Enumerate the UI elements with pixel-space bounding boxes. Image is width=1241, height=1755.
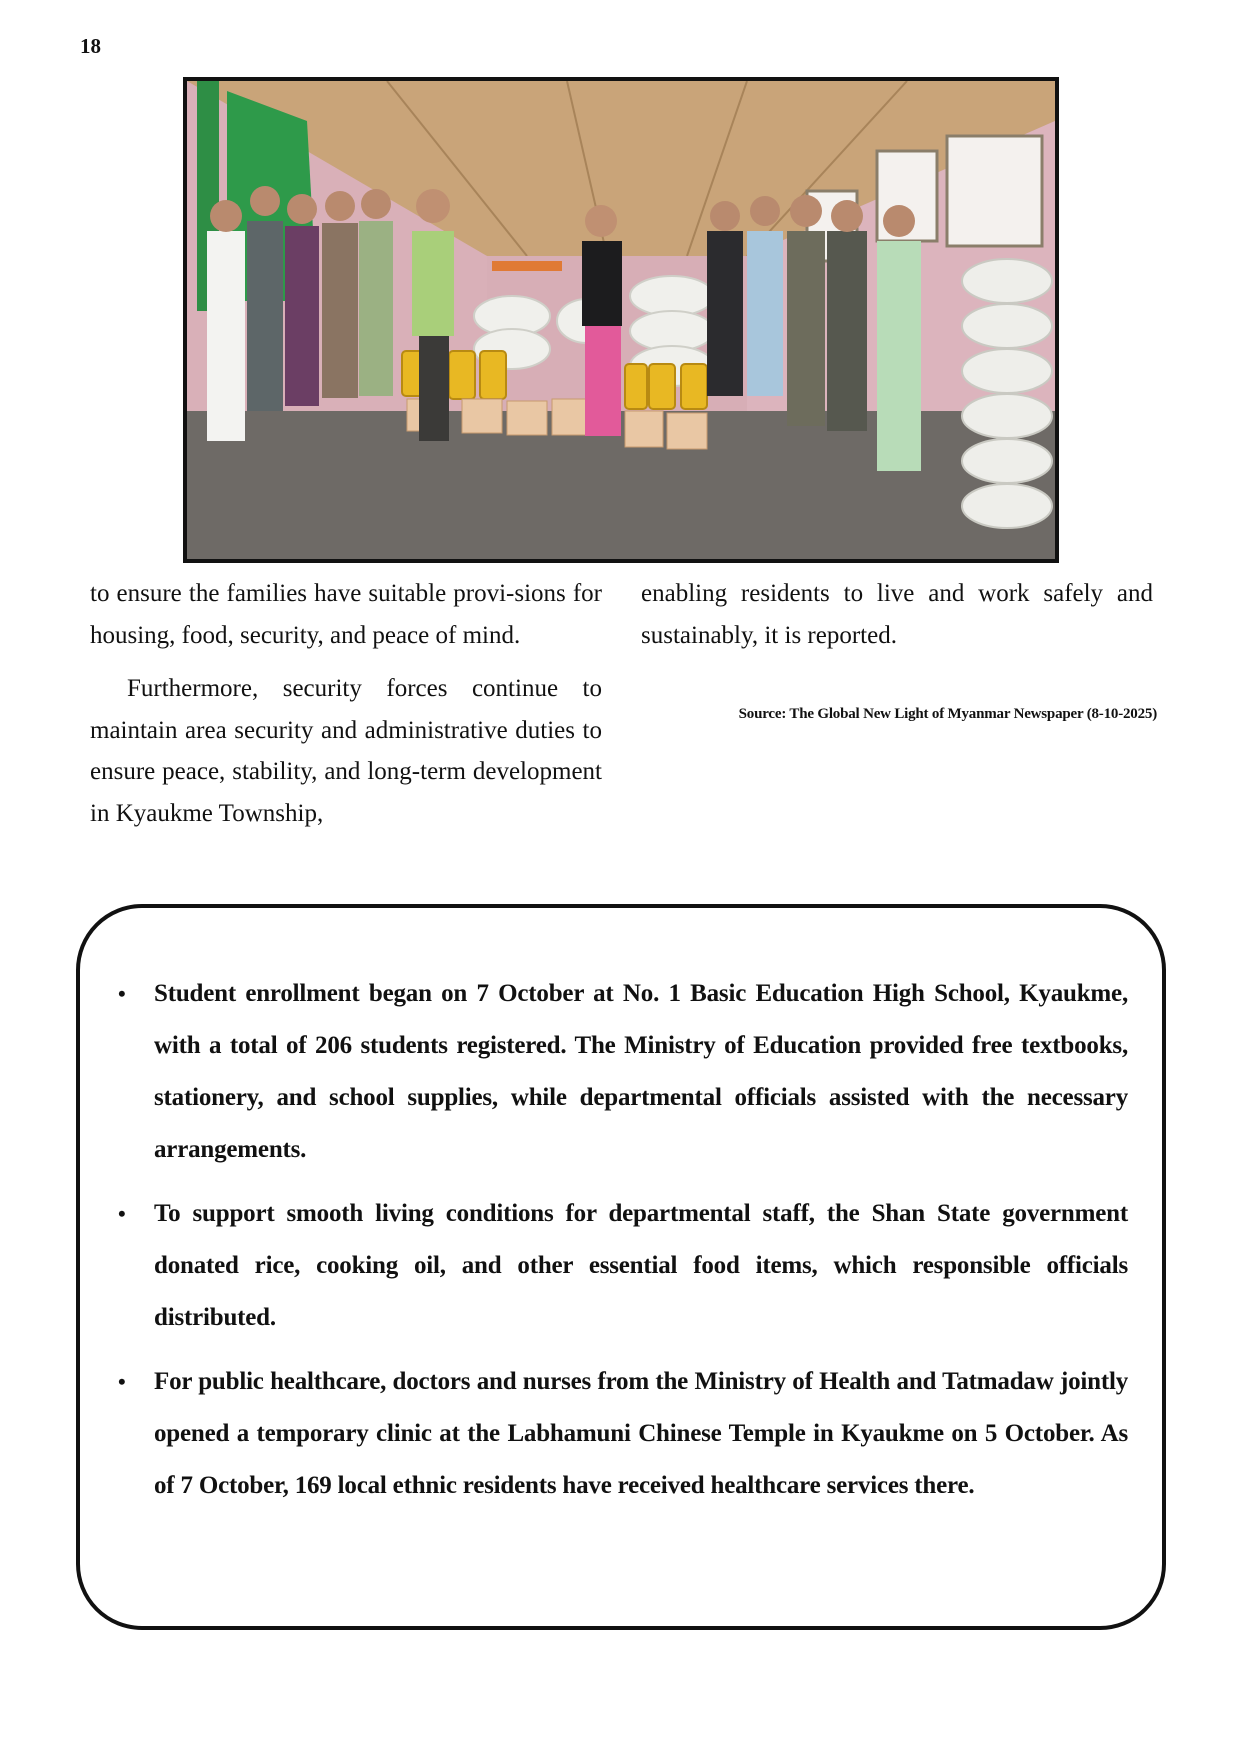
- highlights-list: [114, 968, 1128, 1524]
- list-item: [114, 1188, 1128, 1344]
- source-citation: Source: The Global New Light of Myanmar Newspaper (8-10-2025): [738, 706, 1157, 722]
- highlights-callout-box: [76, 904, 1166, 1630]
- article-right-column: [641, 573, 1153, 656]
- list-item-text: To support smooth living conditions for departmental staff, the Shan State government donated rice, cooking oil, and other essential food items, which responsible officials distributed.: [154, 1200, 1128, 1331]
- article-paragraph: to ensure the families have suitable provi-sions for housing, food, security, and peace of mind.: [90, 580, 602, 649]
- bullet-icon: •: [118, 1201, 126, 1226]
- list-item: [114, 1356, 1128, 1512]
- article-left-column: [90, 573, 602, 834]
- bullet-icon: •: [118, 1369, 126, 1394]
- article-paragraph: Furthermore, security forces continue to maintain area security and administrative duties to ensure peace, stability, and long-term development in Kyaukme Township,: [90, 675, 602, 827]
- donation-ceremony-illustration: [187, 81, 1055, 559]
- list-item-text: For public healthcare, doctors and nurses from the Ministry of Health and Tatmadaw jointly opened a temporary clinic at the Labhamuni Chinese Temple in Kyaukme on 5 October. As of 7 October, 169 local ethnic residents have received healthcare services there.: [154, 1368, 1128, 1499]
- news-photo: [183, 77, 1059, 563]
- list-item: [114, 968, 1128, 1176]
- bullet-icon: •: [118, 981, 126, 1006]
- list-item-text: Student enrollment began on 7 October at No. 1 Basic Education High School, Kyaukme, with a total of 206 students registered. The Ministry of Education provided free textbooks, stationery, and school supplies, while departmental officials assisted with the necessary arrangements.: [154, 980, 1128, 1163]
- page-number: 18: [80, 34, 101, 58]
- article-paragraph: enabling residents to live and work safely and sustainably, it is reported.: [641, 580, 1153, 649]
